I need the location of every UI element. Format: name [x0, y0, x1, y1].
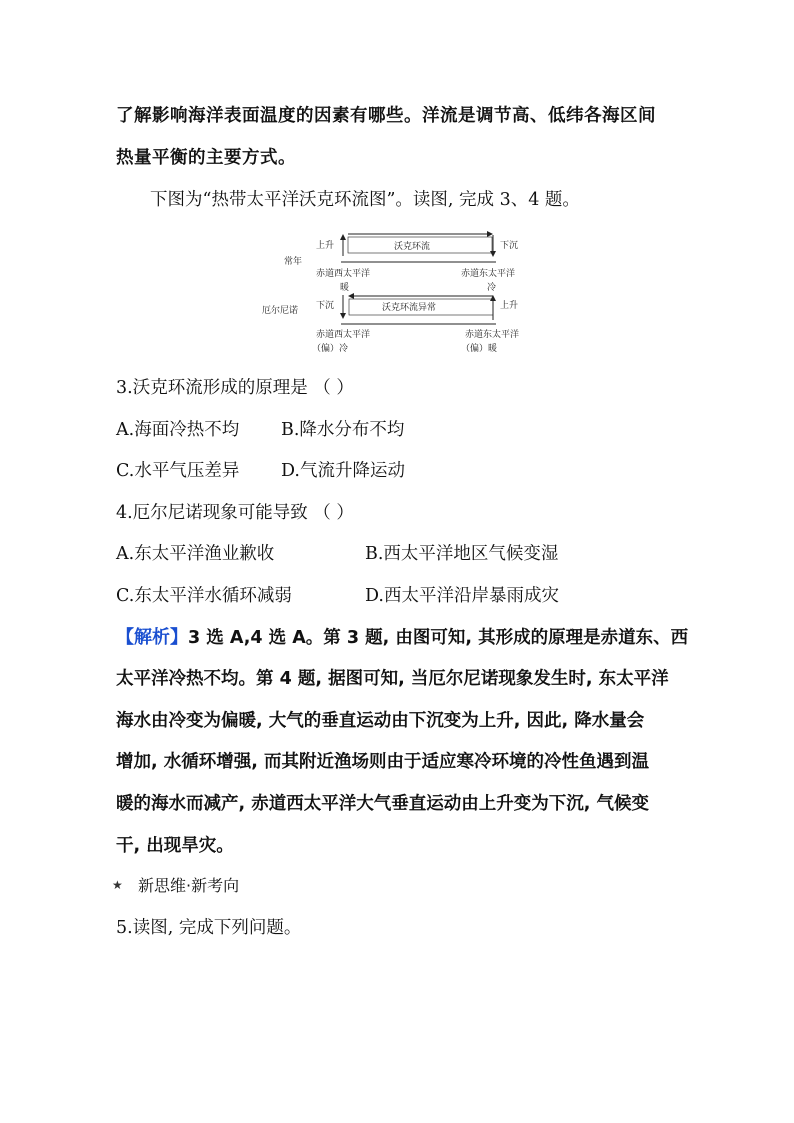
q4-option-c: C.东太平洋水循环减弱 — [116, 586, 292, 606]
intro-line-1: 了解影响海洋表面温度的因素有哪些。洋流是调节高、低纬各海区间 — [116, 106, 656, 126]
star-icon: ★ — [112, 878, 123, 892]
analysis-line-2: 太平洋冷热不均。第 4 题, 据图可知, 当厄尔尼诺现象发生时, 东太平洋 — [116, 669, 669, 689]
intro-line-2: 热量平衡的主要方式。 — [116, 148, 296, 168]
top-right-label: 下沉 — [500, 241, 519, 251]
bottom-left-label: 下沉 — [316, 301, 335, 311]
analysis-text-1: 3 选 A,4 选 A。第 3 题, 由图可知, 其形成的原理是赤道东、西 — [188, 628, 689, 648]
q3-option-c: C.水平气压差异 — [116, 461, 240, 481]
analysis-line-6: 干, 出现旱灾。 — [116, 836, 234, 856]
q4-option-d: D.西太平洋沿岸暴雨成灾 — [365, 586, 559, 606]
section-title: 新思维·新考向 — [138, 876, 240, 895]
q5-stem: 5.读图, 完成下列问题。 — [116, 918, 302, 938]
q4-option-a: A.东太平洋渔业歉收 — [116, 544, 275, 564]
top-left-label: 上升 — [316, 241, 335, 251]
warm-label: 暖 — [340, 283, 350, 293]
cold-label: 冷 — [487, 283, 497, 293]
top-bottom-left: 赤道西太平洋 — [316, 269, 371, 279]
analysis-label: 【解析】 — [116, 627, 188, 648]
label-elnino: 厄尔尼诺 — [262, 306, 299, 316]
analysis-line-5: 暖的海水而减产, 赤道西太平洋大气垂直运动由上升变为下沉, 气候变 — [116, 794, 649, 814]
analysis-line-1 — [116, 626, 688, 650]
bottom-bottom-right: 赤道东太平洋 — [465, 330, 520, 340]
q3-option-a: A.海面冷热不均 — [116, 420, 240, 440]
q3-option-b: B.降水分布不均 — [281, 420, 405, 440]
q3-option-d: D.气流升降运动 — [281, 461, 405, 481]
q4-stem: 4.厄尔尼诺现象可能导致 （ ） — [116, 503, 354, 523]
label-normal: 常年 — [284, 257, 303, 267]
q4-option-b: B.西太平洋地区气候变湿 — [365, 544, 559, 564]
bottom-bottom-left: 赤道西太平洋 — [316, 330, 371, 340]
q3-stem: 3.沃克环流形成的原理是 （ ） — [116, 378, 354, 398]
intro-line-3: 下图为“热带太平洋沃克环流图”。读图, 完成 3、4 题。 — [150, 190, 580, 210]
analysis-line-3: 海水由冷变为偏暖, 大气的垂直运动由下沉变为上升, 因此, 降水量会 — [116, 711, 645, 731]
bottom-right-label: 上升 — [500, 301, 519, 311]
bottom-note-right: （偏）暖 — [461, 344, 498, 354]
bottom-note-left: （偏）冷 — [312, 344, 349, 354]
top-bottom-right: 赤道东太平洋 — [461, 269, 516, 279]
analysis-line-4: 增加, 水循环增强, 而其附近渔场则由于适应寒冷环境的冷性鱼遇到温 — [116, 752, 649, 772]
top-title: 沃克环流 — [394, 242, 431, 252]
bottom-title: 沃克环流异常 — [382, 303, 437, 313]
